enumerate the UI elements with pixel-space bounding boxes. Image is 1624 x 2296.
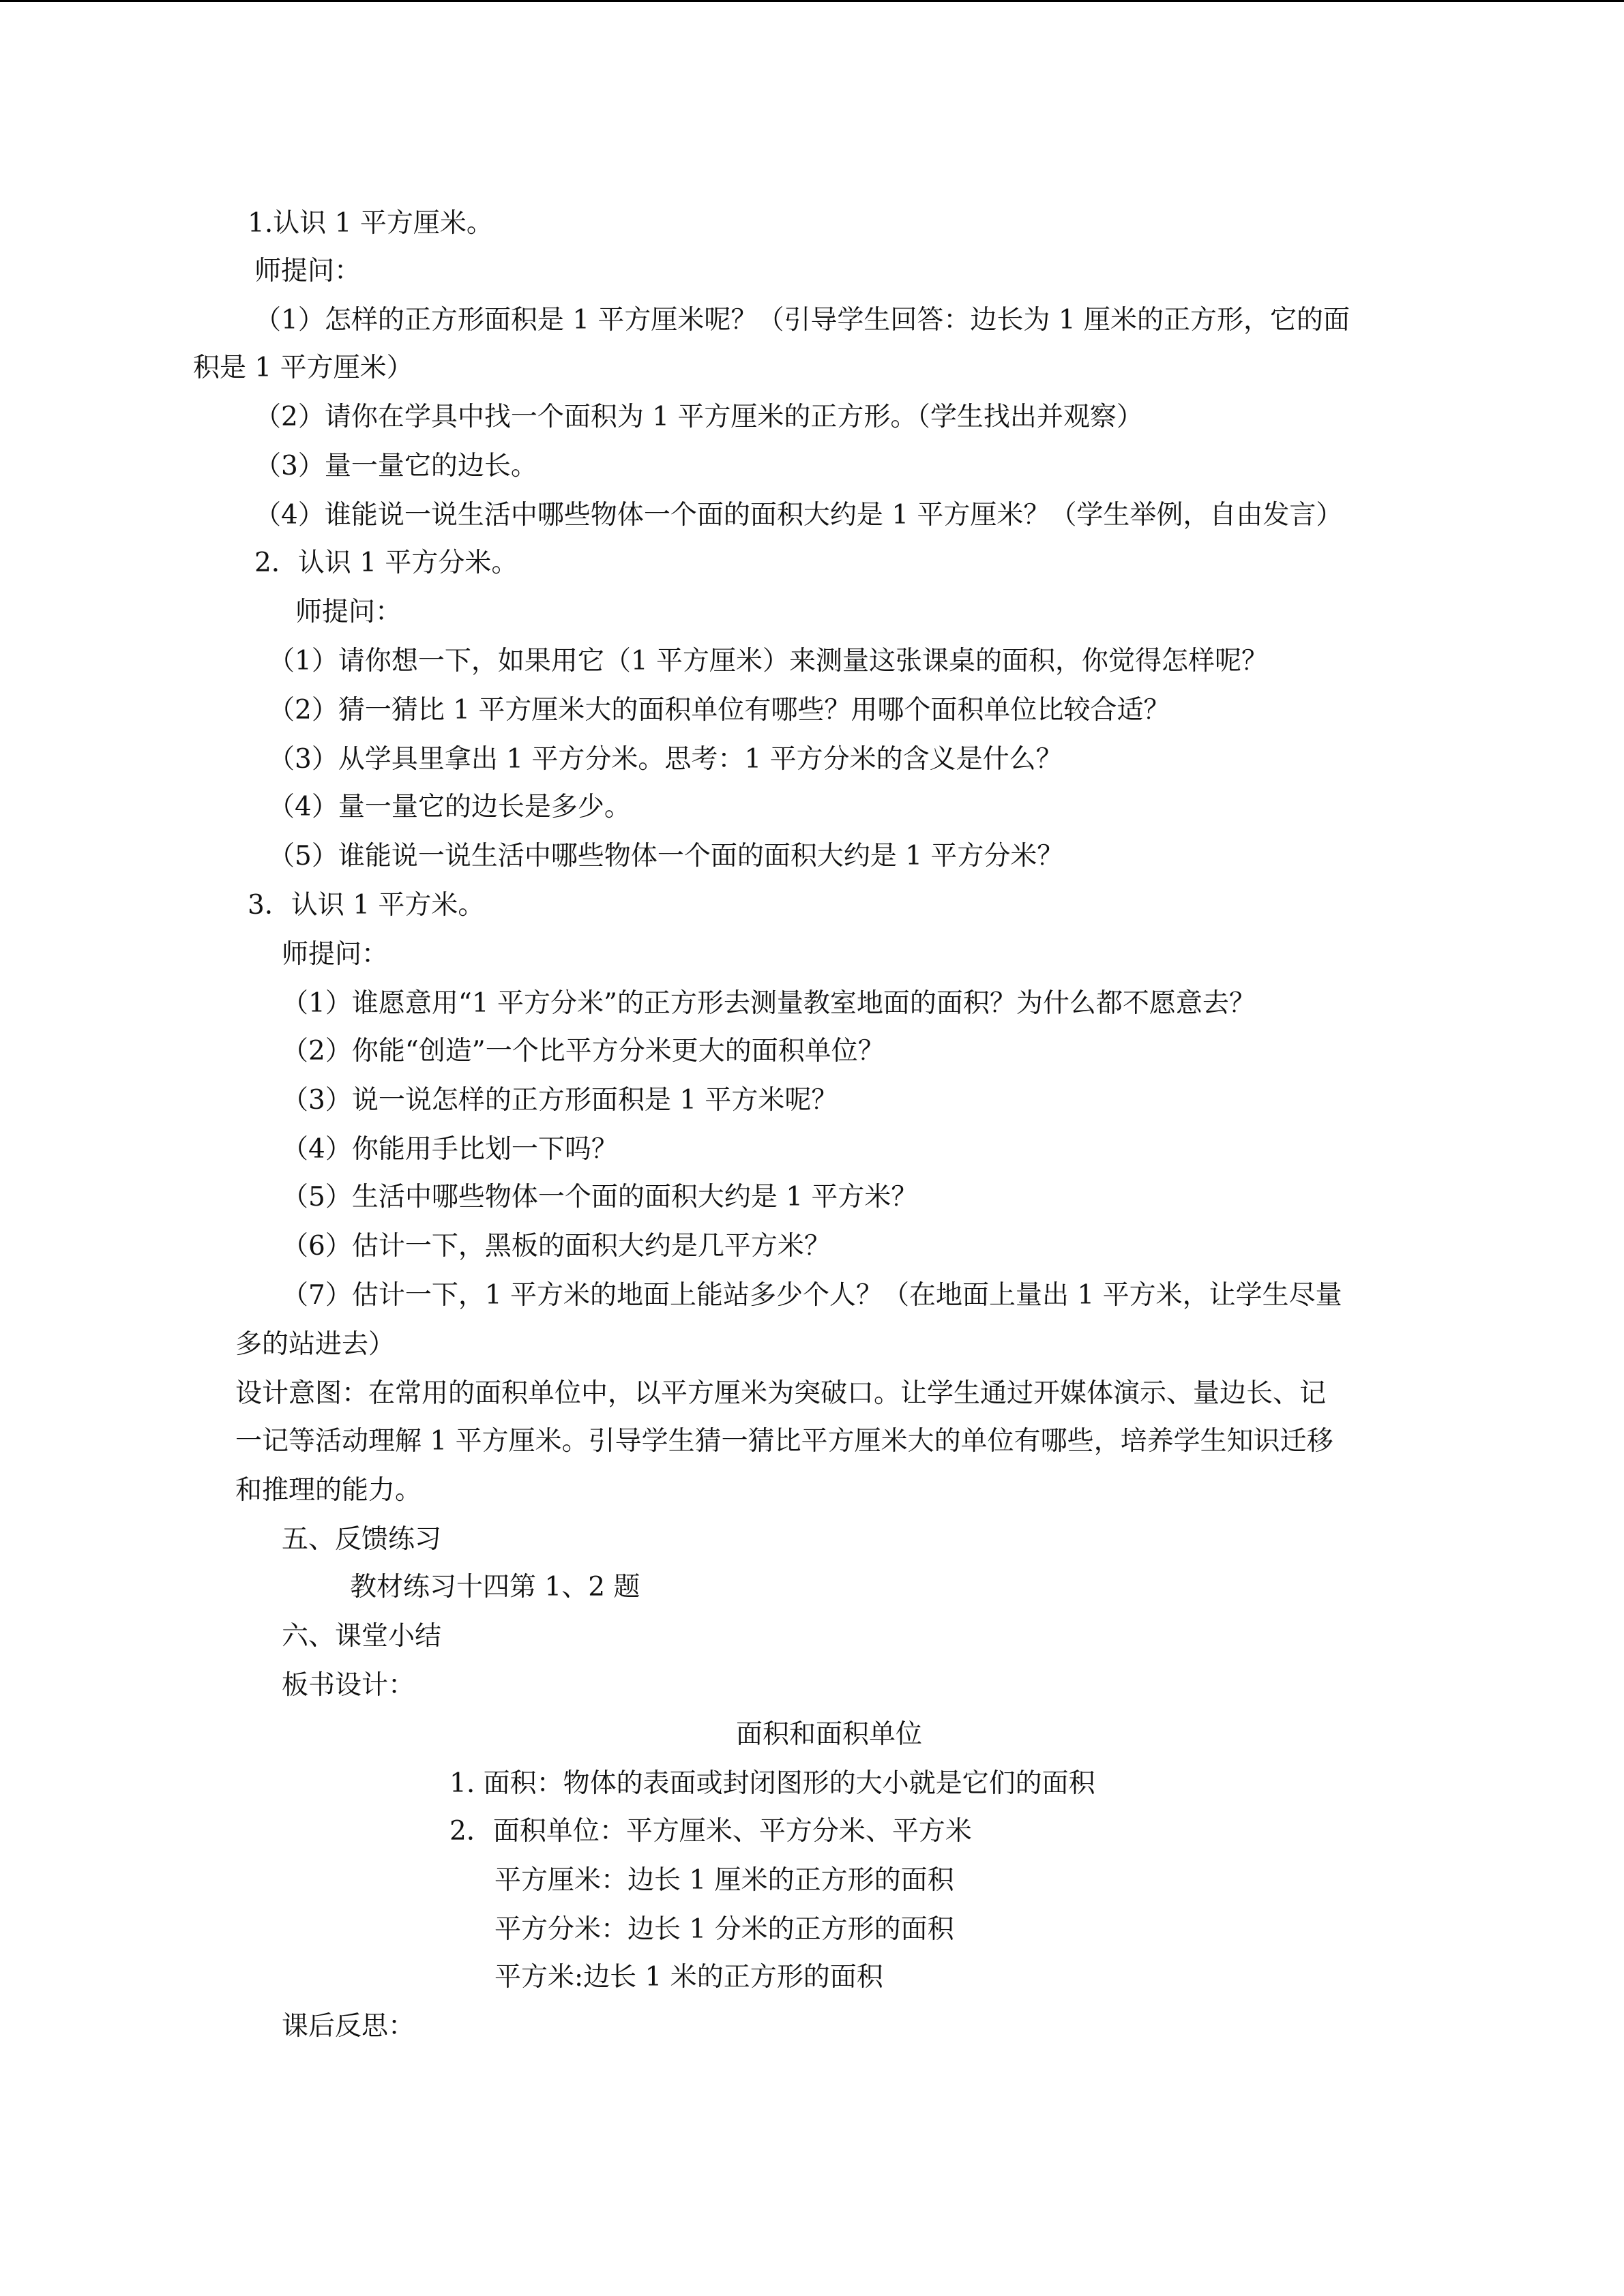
board-item: 平方厘米：边长 1 厘米的正方形的面积 [494,1865,954,1896]
exercise-line: 教材练习十四第 1、2 题 [350,1572,640,1602]
question-line: （6）估计一下，黑板的面积大约是几平方米？ [282,1231,831,1262]
question-line: （2）你能“创造”一个比平方分米更大的面积单位？ [282,1036,885,1067]
board-design-label: 板书设计： [282,1670,415,1701]
question-line: （4）你能用手比划一下吗？ [282,1134,618,1165]
question-line: （1）谁愿意用“1 平方分米”的正方形去测量教室地面的面积？为什么都不愿意去？ [282,988,1256,1019]
section-2-heading: 2．认识 1 平方分米。 [254,548,518,578]
board-item: 2．面积单位：平方厘米、平方分米、平方米 [449,1816,972,1847]
design-intent: 和推理的能力。 [235,1475,422,1506]
section-3-heading: 3．认识 1 平方米。 [248,890,485,921]
teacher-asks: 师提问： [295,597,402,627]
question-line: （2）请你在学具中找一个面积为 1 平方厘米的正方形。（学生找出并观察） [254,402,1143,432]
question-line: （7）估计一下，1 平方米的地面上能站多少个人？（在地面上量出 1 平方米，让学生尽量 [282,1280,1342,1311]
section-1-heading: 1.认识 1 平方厘米。 [248,208,493,239]
board-item: 平方米:边长 1 米的正方形的面积 [494,1962,883,1993]
board-title: 面积和面积单位 [736,1719,923,1750]
question-line: （3）量一量它的边长。 [254,451,537,481]
board-item: 1. 面积：物体的表面或封闭图形的大小就是它们的面积 [449,1768,1095,1799]
section-5-heading: 五、反馈练习 [282,1524,442,1555]
question-line: （2）猜一猜比 1 平方厘米大的面积单位有哪些？用哪个面积单位比较合适？ [268,695,1170,726]
question-line: （1）怎样的正方形面积是 1 平方厘米呢？（引导学生回答：边长为 1 厘米的正方形，它的面 [254,305,1350,336]
design-intent: 设计意图：在常用的面积单位中，以平方厘米为突破口。让学生通过开媒体演示、量边长、记 [235,1378,1327,1409]
question-line: （3）说一说怎样的正方形面积是 1 平方米呢？ [282,1085,838,1116]
section-6-heading: 六、课堂小结 [282,1621,442,1652]
teacher-asks: 师提问： [282,939,389,970]
top-border-line [0,0,1624,2]
question-line: （5）谁能说一说生活中哪些物体一个面的面积大约是 1 平方分米？ [268,841,1064,871]
question-line: （5）生活中哪些物体一个面的面积大约是 1 平方米？ [282,1182,918,1212]
teacher-asks: 师提问： [254,256,361,286]
design-intent: 一记等活动理解 1 平方厘米。引导学生猜一猜比平方厘米大的单位有哪些，培养学生知识迁移 [235,1426,1333,1457]
question-line: （1）请你想一下，如果用它（1 平方厘米）来测量这张课桌的面积，你觉得怎样呢？ [268,646,1269,676]
question-line: （4）谁能说一说生活中哪些物体一个面的面积大约是 1 平方厘米？（学生举例，自由发言） [254,500,1343,531]
question-line: 多的站进去） [235,1329,396,1360]
question-line: （3）从学具里拿出 1 平方分米。思考：1 平方分米的含义是什么？ [268,744,1063,775]
question-line: （4）量一量它的边长是多少。 [268,792,631,822]
board-item: 平方分米：边长 1 分米的正方形的面积 [494,1914,954,1945]
question-line: 积是 1 平方厘米） [193,353,413,383]
reflection-label: 课后反思： [282,2011,415,2042]
